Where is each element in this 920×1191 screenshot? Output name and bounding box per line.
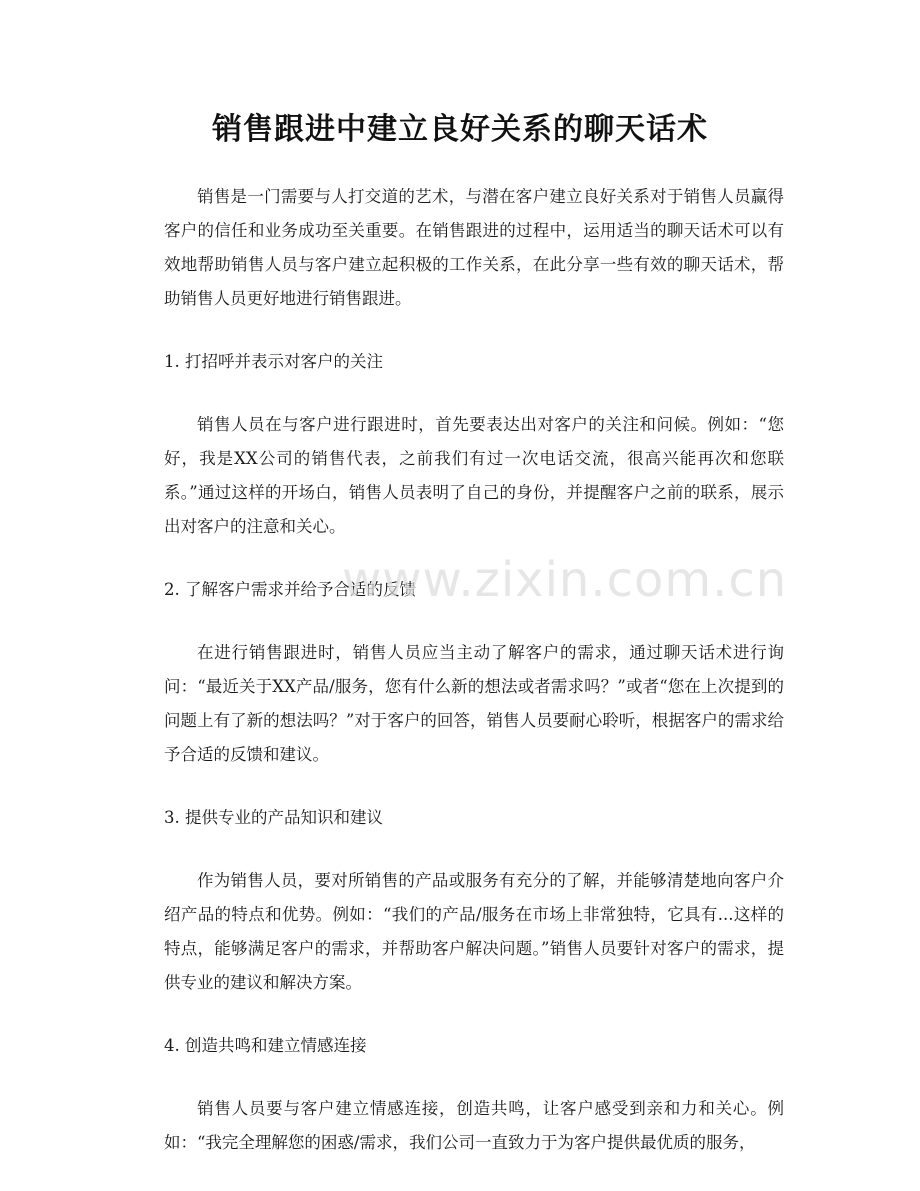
section-heading-2: 2. 了解客户需求并给予合适的反馈 <box>164 580 416 599</box>
section-heading-4: 4. 创造共鸣和建立情感连接 <box>164 1036 367 1055</box>
section-paragraph-1: 销售人员在与客户进行跟进时，首先要表达出对客户的关注和问候。例如：“您好，我是XX公司的销售代表，之前我们有过一次电话交流，很高兴能再次和您联系。”通过这样的开场白，销售人员表明了自己的身份，并提醒客户之前的联系，展示出对客户的注意和关心。 <box>164 415 784 536</box>
document-body <box>164 180 784 1189</box>
document-title: 销售跟进中建立良好关系的聊天话术 <box>212 112 708 147</box>
section-heading-1: 1. 打招呼并表示对客户的关注 <box>164 352 383 371</box>
intro-paragraph: 销售是一门需要与人打交道的艺术，与潜在客户建立良好关系对于销售人员赢得客户的信任和业务成功至关重要。在销售跟进的过程中，运用适当的聊天话术可以有效地帮助销售人员与客户建立起积极的工作关系，在此分享一些有效的聊天话术，帮助销售人员更好地进行销售跟进。 <box>164 187 784 308</box>
watermark-text: www.zixin.com.cn <box>342 552 788 608</box>
section-heading-3: 3. 提供专业的产品知识和建议 <box>164 808 383 827</box>
section-paragraph-2: 在进行销售跟进时，销售人员应当主动了解客户的需求，通过聊天话术进行询问：“最近关于XX产品/服务，您有什么新的想法或者需求吗？”或者“您在上次提到的问题上有了新的想法吗？”对于客户的回答，销售人员要耐心聆听，根据客户的需求给予合适的反馈和建议。 <box>164 643 784 764</box>
section-paragraph-3: 作为销售人员，要对所销售的产品或服务有充分的了解，并能够清楚地向客户介绍产品的特点和优势。例如：“我们的产品/服务在市场上非常独特，它具有...这样的特点，能够满足客户的需求，并帮助客户解决问题。”销售人员要针对客户的需求，提供专业的建议和解决方案。 <box>164 871 784 992</box>
section-paragraph-4: 销售人员要与客户建立情感连接，创造共鸣，让客户感受到亲和力和关心。例如：“我完全理解您的困惑/需求，我们公司一直致力于为客户提供最优质的服务， <box>164 1099 784 1152</box>
